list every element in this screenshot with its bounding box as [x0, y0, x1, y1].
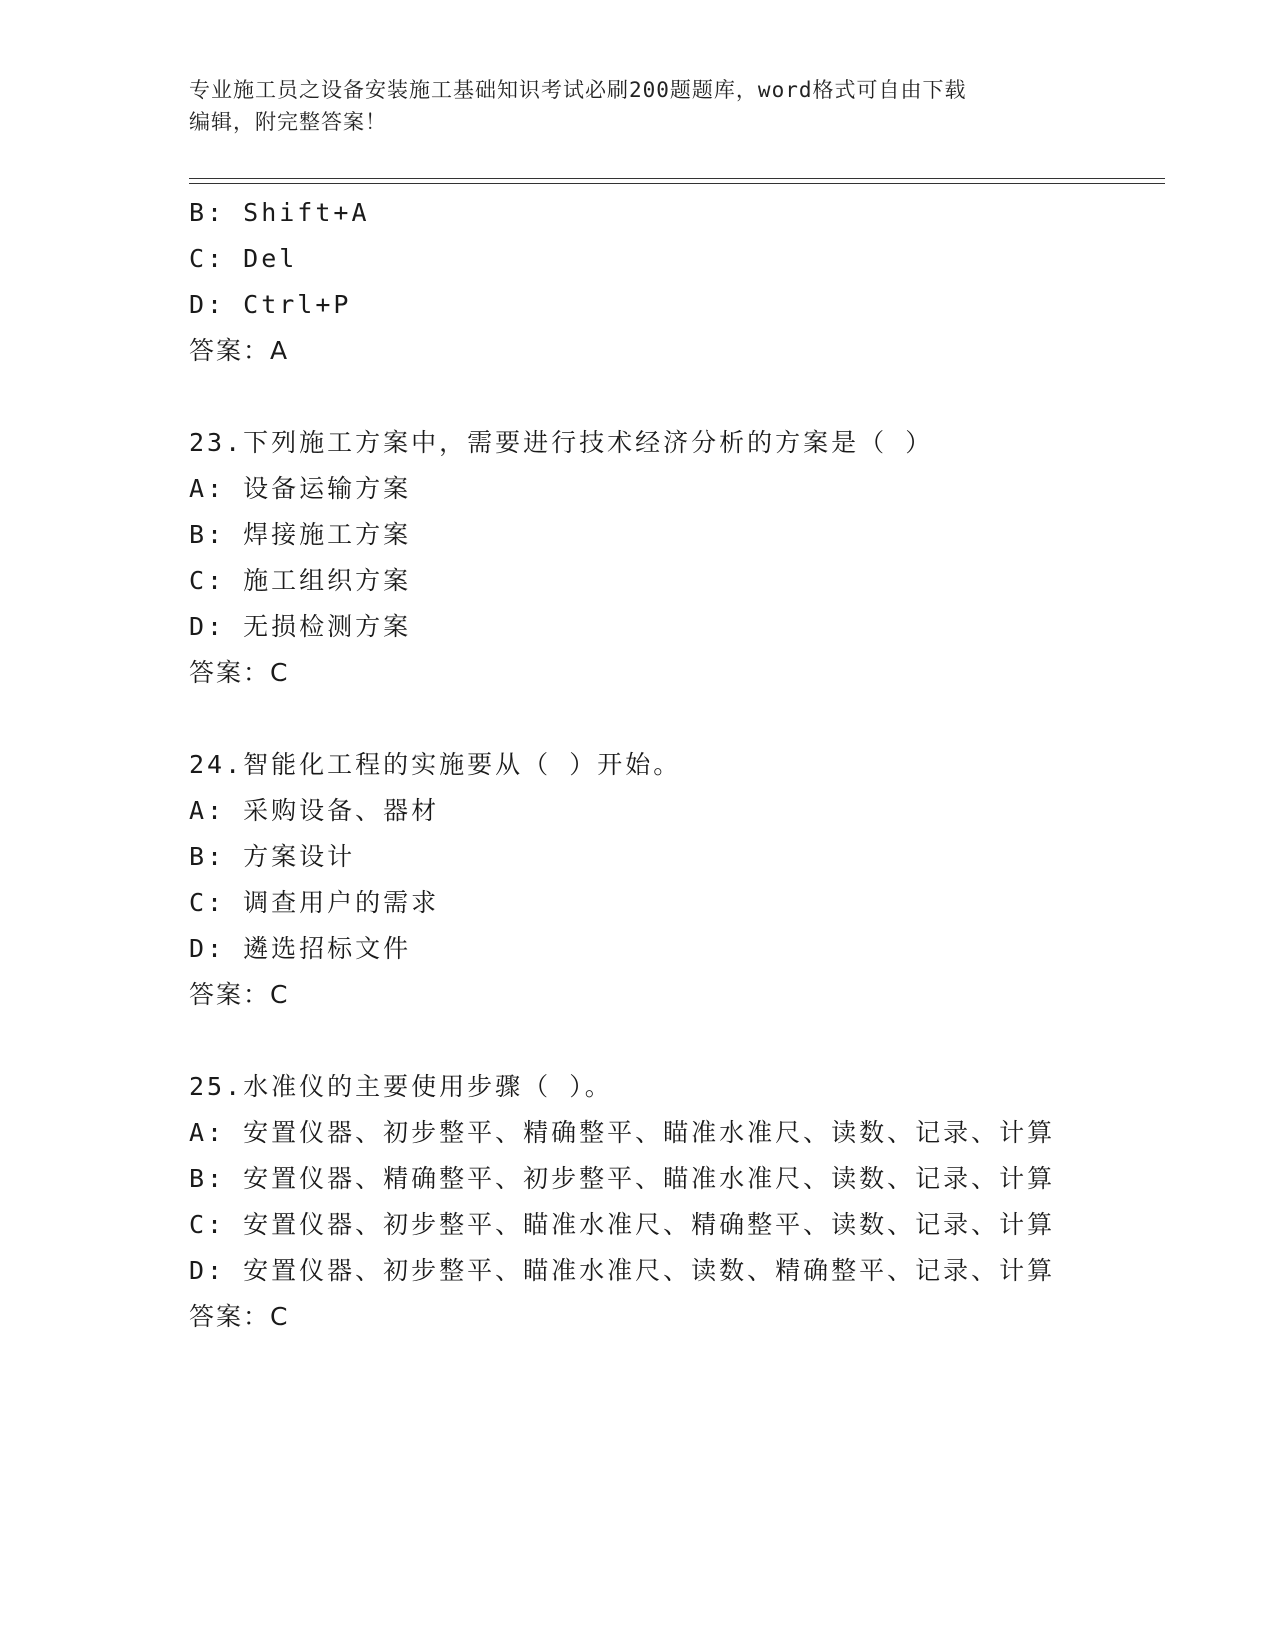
header-divider-bottom: [189, 183, 1165, 184]
header-divider-top: [189, 178, 1165, 179]
option-c: C: 调查用户的需求: [189, 888, 440, 917]
option-d: D: 安置仪器、初步整平、瞄准水准尺、读数、精确整平、记录、计算: [189, 1256, 1056, 1285]
spacer: [189, 1018, 1189, 1064]
question-24: [189, 742, 1189, 1018]
option-a: A: 安置仪器、初步整平、精确整平、瞄准水准尺、读数、记录、计算: [189, 1118, 1056, 1147]
page-header: [189, 74, 1089, 138]
answer-line: 答案：A: [189, 336, 290, 365]
answer-line: 答案：C: [189, 658, 290, 687]
option-c: C: Del: [189, 244, 298, 273]
answer-line: 答案：C: [189, 980, 290, 1009]
question-stem: 23.下列施工方案中，需要进行技术经济分析的方案是（ ）: [189, 428, 934, 457]
spacer: [189, 374, 1189, 420]
option-b: B: 安置仪器、精确整平、初步整平、瞄准水准尺、读数、记录、计算: [189, 1164, 1056, 1193]
header-title-line-1: 专业施工员之设备安装施工基础知识考试必刷200题题库，word格式可自由下载: [189, 78, 967, 102]
option-c: C: 施工组织方案: [189, 566, 412, 595]
option-a: A: 设备运输方案: [189, 474, 412, 503]
question-25: [189, 1064, 1189, 1340]
option-d: D: 无损检测方案: [189, 612, 412, 641]
question-stem: 24.智能化工程的实施要从（ ）开始。: [189, 750, 682, 779]
option-b: B: 方案设计: [189, 842, 356, 871]
option-c: C: 安置仪器、初步整平、瞄准水准尺、精确整平、读数、记录、计算: [189, 1210, 1056, 1239]
option-b: B: 焊接施工方案: [189, 520, 412, 549]
spacer: [189, 696, 1189, 742]
answer-line: 答案：C: [189, 1302, 290, 1331]
header-title-line-2: 编辑，附完整答案！: [189, 110, 387, 134]
question-stem: 25.水准仪的主要使用步骤（ ）。: [189, 1072, 613, 1101]
option-d: D: 遴选招标文件: [189, 934, 412, 963]
option-b: B: Shift+A: [189, 198, 370, 227]
option-d: D: Ctrl+P: [189, 290, 352, 319]
option-a: A: 采购设备、器材: [189, 796, 440, 825]
question-23: [189, 420, 1189, 696]
question-content: [189, 190, 1189, 1340]
previous-question-tail: [189, 190, 1189, 374]
